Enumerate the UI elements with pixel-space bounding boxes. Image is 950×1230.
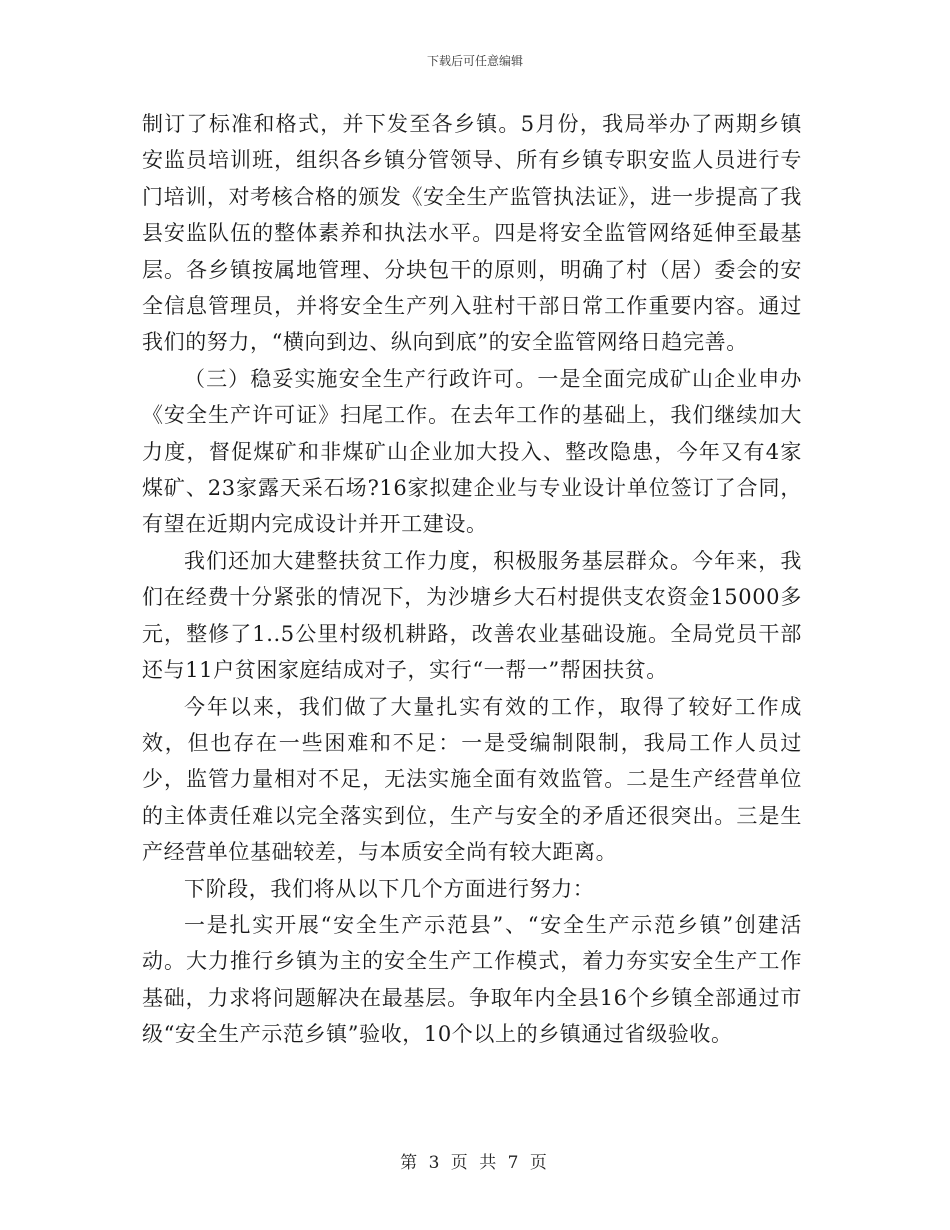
paragraph-1: 制订了标准和格式，并下发至各乡镇。5月份，我局举办了两期乡镇安监员培训班，组织各乡镇分管领导、所有乡镇专职安监人员进行专门培训，对考核合格的颁发《安全生产监管执法证》，进一步提高了我县安监队伍的整体素养和执法水平。四是将安全监管网络延伸至最基层。各乡镇按属地管理、分块包干的原则，明确了村（居）委会的安全信息管理员，并将安全生产列入驻村干部日常工作重要内容。通过我们的努力，“横向到边、纵向到底”的安全监管网络日趋完善。 [142,112,802,355]
page-number: 第 3 页 共 7 页 [400,1153,550,1173]
paragraph-4: 今年以来，我们做了大量扎实有效的工作，取得了较好工作成效，但也存在一些困难和不足：一是受编制限制，我局工作人员过少，监管力量相对不足，无法实施全面有效监管。二是生产经营单位的主体责任难以完全落实到位，生产与安全的矛盾还很突出。三是生产经营单位基础较差，与本质安全尚有较大距离。 [142,694,802,865]
paragraph-2: （三）稳妥实施安全生产行政许可。一是全面完成矿山企业申办《安全生产许可证》扫尾工作。在去年工作的基础上，我们继续加大力度，督促煤矿和非煤矿山企业加大投入、整改隐患，今年又有4家煤矿、23家露天采石场?16家拟建企业与专业设计单位签订了合同，有望在近期内完成设计并开工建设。 [142,366,802,537]
paragraph-3: 我们还加大建整扶贫工作力度，积极服务基层群众。今年来，我们在经费十分紧张的情况下，为沙塘乡大石村提供支农资金15000多元，整修了1..5公里村级机耕路，改善农业基础设施。全局党员干部还与11户贫困家庭结成对子，实行“一帮一”帮困扶贫。 [142,548,802,683]
page-header-note: 下载后可任意编辑 [426,54,523,68]
document-body [142,106,802,1053]
paragraph-6: 一是扎实开展“安全生产示范县”、“安全生产示范乡镇”创建活动。大力推行乡镇为主的安全生产工作模式，着力夯实安全生产工作基础，力求将问题解决在最基层。争取年内全县16个乡镇全部通过市级“安全生产示范乡镇”验收，10个以上的乡镇通过省级验收。 [142,912,802,1047]
paragraph-5: 下阶段，我们将从以下几个方面进行努力： [184,876,595,901]
